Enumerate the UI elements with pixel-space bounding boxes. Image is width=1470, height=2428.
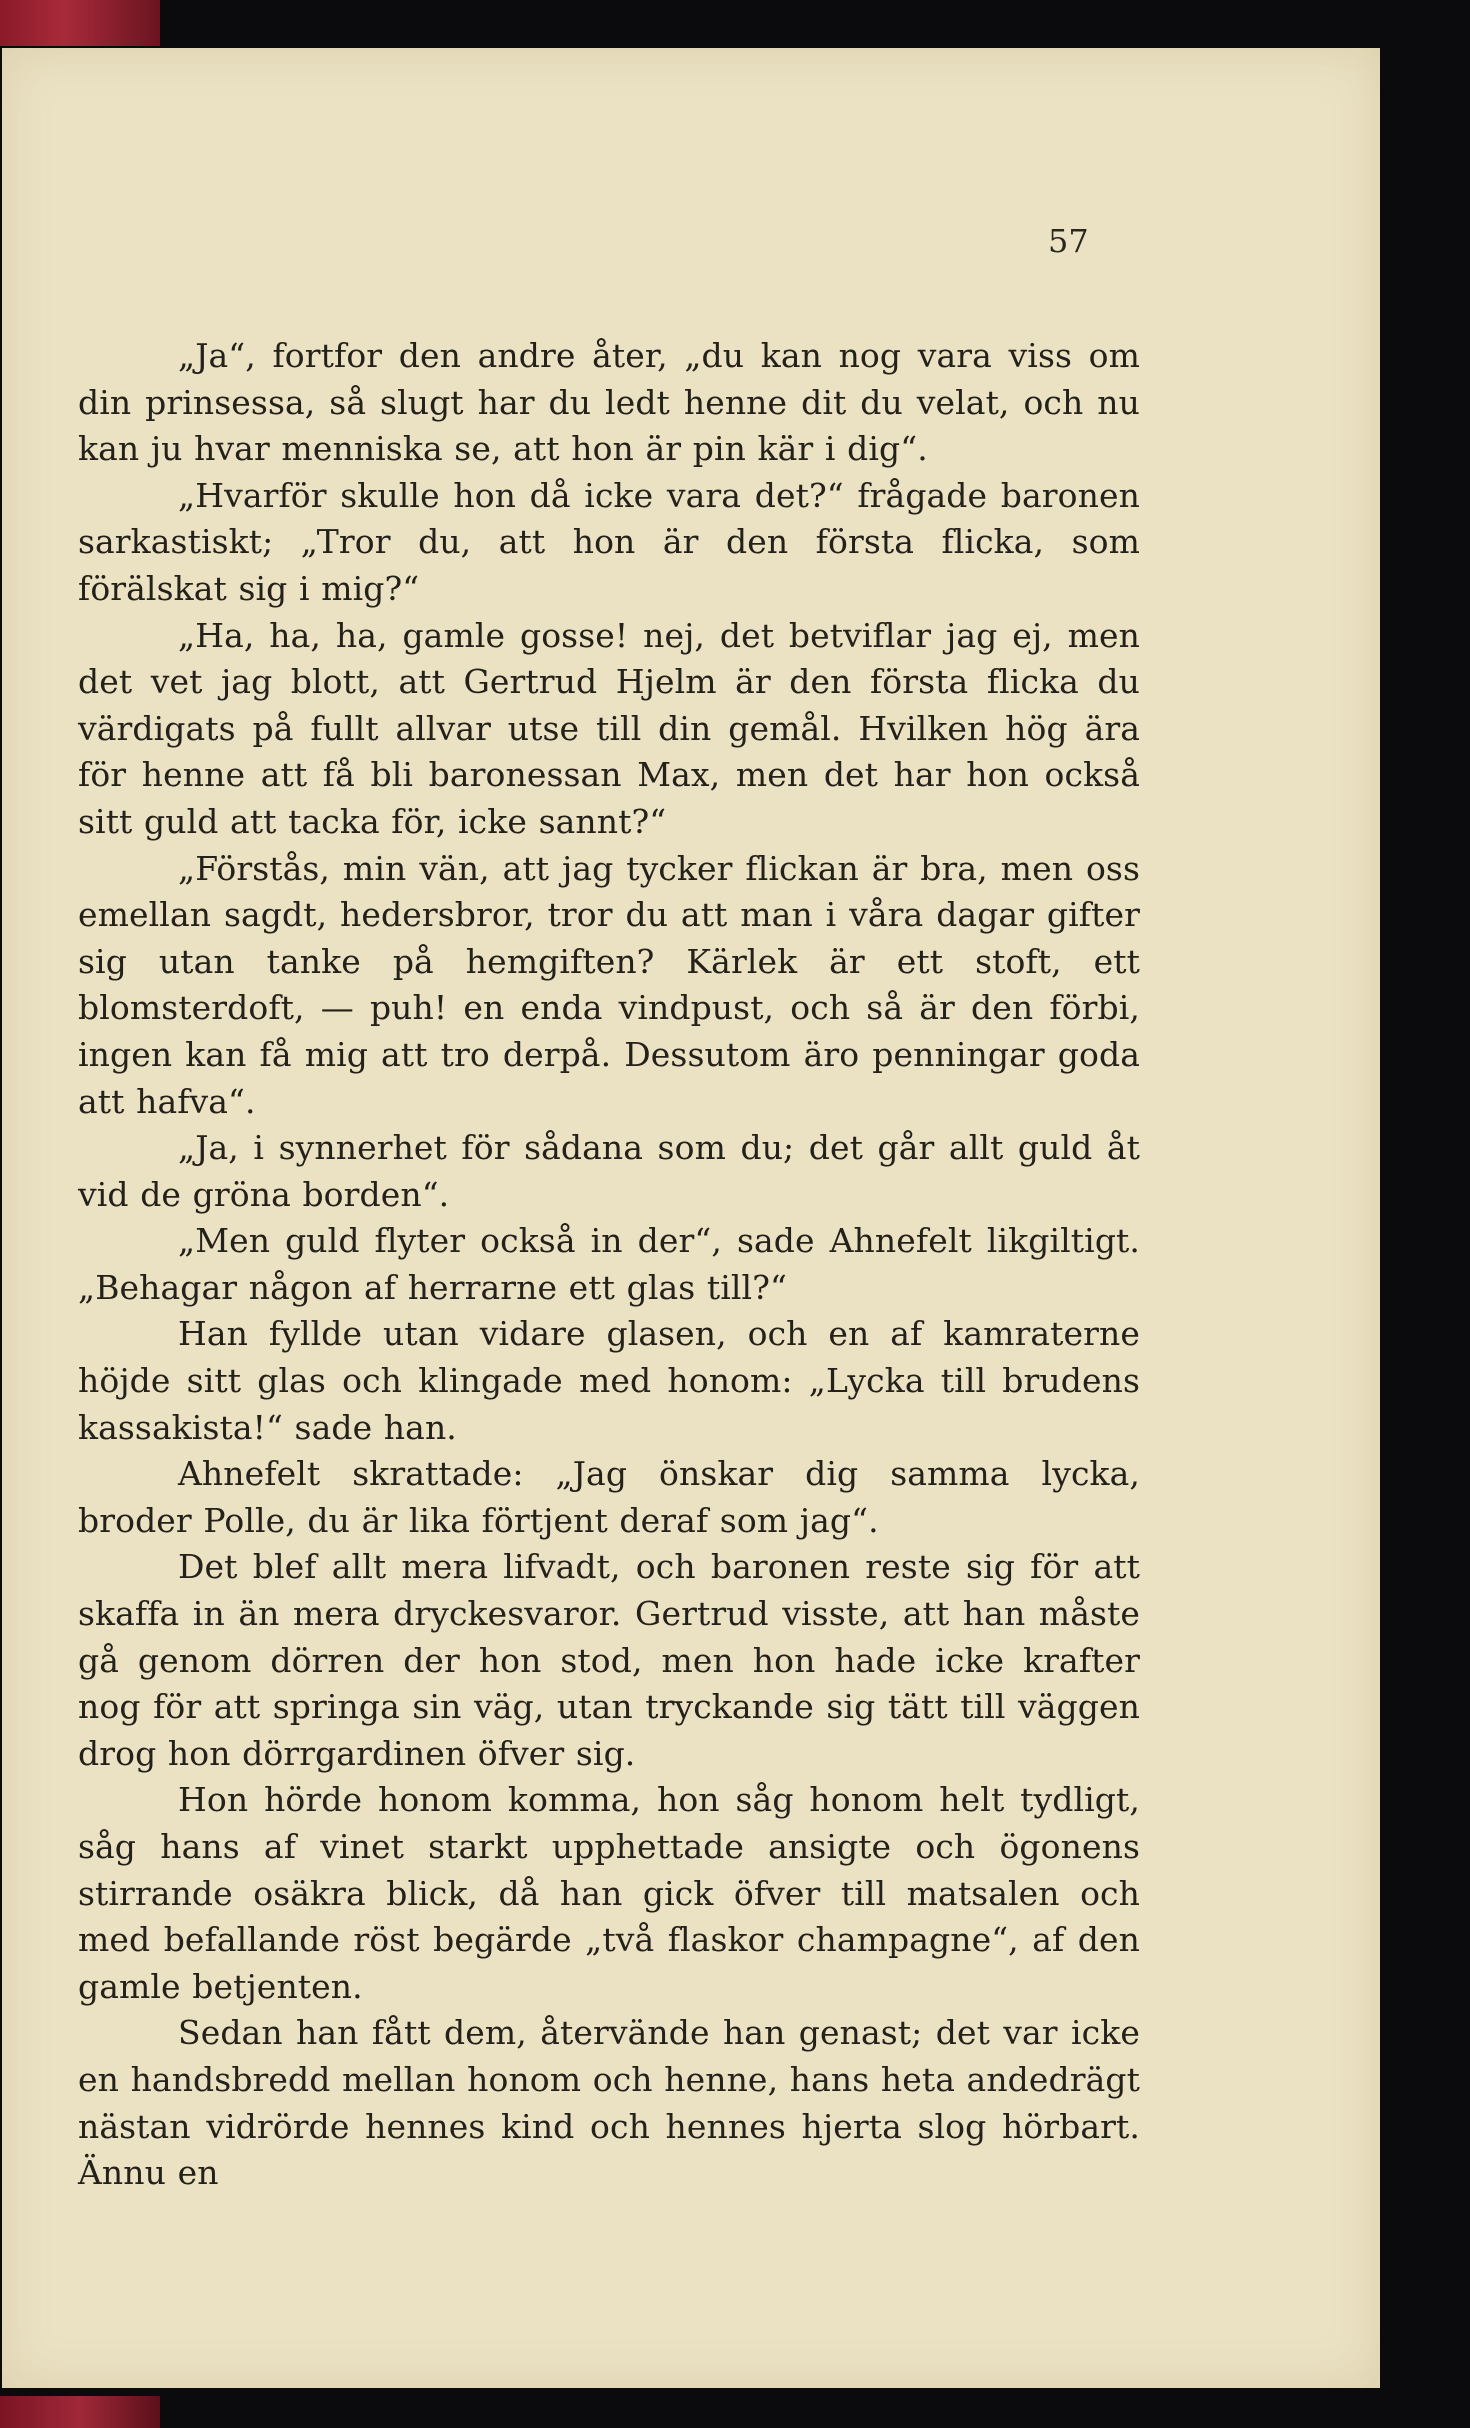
paragraph: „Ha, ha, ha, gamle gosse! nej, det betviflar jag ej, men det vet jag blott, att Gertrud Hjelm är den första flicka du värdigats på fullt allvar utse till din gemål. Hvilken hög ära för henne att få bli baronessan Max, men det har hon också sitt guld att tacka för, icke sannt?“ <box>78 615 1140 841</box>
paragraph: „Ja, i synnerhet för sådana som du; det går allt guld åt vid de gröna borden“. <box>78 1128 1140 1214</box>
paragraph: „Men guld flyter också in der“, sade Ahnefelt likgiltigt. „Behagar någon af herrarne ett glas till?“ <box>78 1221 1140 1307</box>
page-body <box>78 333 1140 2197</box>
book-page <box>2 48 1380 2388</box>
paragraph: „Hvarför skulle hon då icke vara det?“ frågade baronen sarkastiskt; „Tror du, att hon är den första flicka, som förälskat sig i mig?“ <box>78 475 1140 608</box>
book-cover-edge-top <box>0 0 160 46</box>
paragraph: Ahnefelt skrattade: „Jag önskar dig samma lycka, broder Polle, du är lika förtjent deraf som jag“. <box>78 1454 1140 1540</box>
page-number: 57 <box>1048 222 1089 260</box>
paragraph: „Förstås, min vän, att jag tycker flickan är bra, men oss emellan sagdt, hedersbror, tror du att man i våra dagar gifter sig utan tanke på hemgiften? Kärlek är ett stoft, ett blomsterdoft, — puh! en enda vindpust, och så är den förbi, ingen kan få mig att tro derpå. Dessutom äro penningar goda att hafva“. <box>78 848 1140 1121</box>
paragraph: Sedan han fått dem, återvände han genast; det var icke en handsbredd mellan honom och henne, hans heta andedrägt nästan vidrörde hennes kind och hennes hjerta slog hörbart. Ännu en <box>78 2013 1140 2193</box>
paragraph: Det blef allt mera lifvadt, och baronen reste sig för att skaffa in än mera dryckesvaror. Gertrud visste, att han måste gå genom dörren der hon stod, men hon hade icke krafter nog för att springa sin väg, utan tryckande sig tätt till väggen drog hon dörrgardinen öfver sig. <box>78 1547 1140 1773</box>
book-cover-edge-bottom <box>0 2396 160 2428</box>
paragraph: Han fyllde utan vidare glasen, och en af kamraterne höjde sitt glas och klingade med honom: „Lycka till brudens kassakista!“ sade han. <box>78 1314 1140 1447</box>
paragraph: Hon hörde honom komma, hon såg honom helt tydligt, såg hans af vinet starkt upphettade ansigte och ögonens stirrande osäkra blick, då han gick öfver till matsalen och med befallande röst begärde „två flaskor champagne“, af den gamle betjenten. <box>78 1780 1140 2006</box>
paragraph: „Ja“, fortfor den andre åter, „du kan nog vara viss om din prinsessa, så slugt har du ledt henne dit du velat, och nu kan ju hvar menniska se, att hon är pin kär i dig“. <box>78 336 1140 469</box>
